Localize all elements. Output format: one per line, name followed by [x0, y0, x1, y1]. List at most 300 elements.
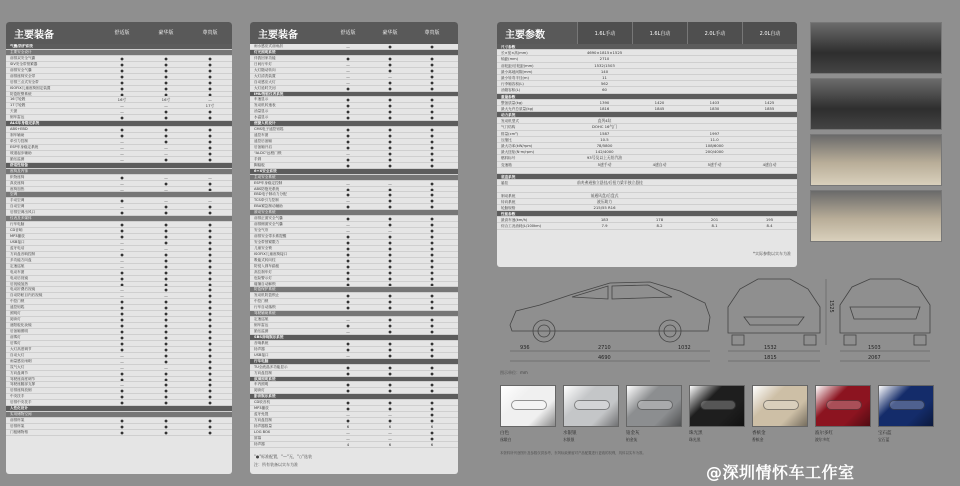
row-value: ●	[346, 156, 350, 162]
row-label: USB接口	[254, 352, 269, 357]
row-value: ●	[346, 162, 350, 168]
row-value: —	[388, 228, 392, 234]
row-value: 8.1	[711, 223, 718, 229]
row-label: 最高车速(km/h)	[501, 218, 528, 223]
row-value: ●	[430, 97, 434, 103]
row-label: 后排杯架	[10, 424, 25, 428]
row-label: 综合工况油耗(L/100km)	[501, 224, 542, 229]
row-value: ●	[430, 222, 434, 228]
row-value: ●	[430, 317, 434, 323]
column-header: 豪华版	[158, 30, 174, 36]
equipment-panel-2-header	[250, 22, 458, 44]
row-label: 手动空调	[10, 198, 25, 203]
row-value: ●	[120, 198, 124, 204]
row-value: 6	[388, 424, 392, 429]
row-label: 蓝牙免提	[254, 412, 269, 417]
row-label: 16寸轮毂	[10, 97, 26, 102]
rear-view-drawing	[840, 279, 930, 345]
row-value: ●	[388, 127, 392, 133]
row-label: 危险警示灯	[254, 275, 272, 280]
table-row	[6, 430, 232, 436]
row-value: ●	[164, 115, 168, 121]
row-label: 驾驶座腰部支撑	[10, 382, 36, 387]
row-value: ●	[388, 67, 392, 73]
specs-title: 主要参数	[505, 29, 545, 41]
row-value: ●	[388, 406, 392, 412]
row-label: ABS+EBD	[10, 127, 28, 132]
row-value: ●	[120, 228, 124, 234]
dim-rear-overhang: 1032	[678, 345, 691, 351]
row-label: 最大允许总质量(kg)	[501, 106, 534, 111]
row-value: 10.5	[600, 136, 609, 142]
row-label: 油量显示	[254, 109, 269, 114]
row-value: ●	[208, 334, 212, 340]
row-value: ●	[208, 299, 212, 305]
row-label: 前雾灯	[10, 334, 21, 339]
row-value: ●	[164, 323, 168, 329]
row-label: 行车自动落锁	[254, 305, 276, 310]
dim-mirror-width: 2067	[868, 355, 881, 361]
row-label: 自动空调	[10, 204, 25, 209]
row-value: ●	[208, 115, 212, 121]
row-value: ●	[430, 150, 434, 156]
row-value: ●	[346, 388, 350, 394]
row-value: ●	[164, 251, 168, 257]
row-value: 195	[765, 217, 774, 223]
row-value: ●	[208, 323, 212, 329]
row-label: ALS车身稳定系统	[10, 121, 40, 126]
row-value: ●	[346, 245, 350, 251]
row-value: ●	[120, 329, 124, 334]
row-value: ●	[346, 103, 350, 109]
dim-height: 1525	[828, 300, 834, 313]
row-value: —	[120, 103, 124, 109]
row-label: 中控门锁	[10, 299, 25, 304]
row-label: 倒车雷达	[254, 323, 269, 328]
row-value: ●	[430, 139, 434, 144]
row-value: ●	[208, 73, 212, 79]
row-value: ●	[388, 281, 392, 287]
row-value: ●	[430, 275, 434, 281]
row-value: —	[346, 352, 350, 358]
row-value: ●	[120, 61, 124, 67]
row-value: ●	[164, 352, 168, 358]
row-value: —	[346, 222, 350, 228]
row-value: ●	[208, 186, 212, 192]
row-value: ●	[208, 382, 212, 388]
row-label: ABS防抱死系统	[254, 186, 280, 191]
row-value: ●	[208, 293, 212, 299]
row-label: 前排侧面安全气囊	[254, 222, 283, 227]
row-value: 4速自动	[652, 161, 667, 167]
row-value: ●	[430, 228, 434, 234]
row-value: ●	[208, 109, 212, 115]
color-swatch	[815, 385, 871, 427]
row-label: 被动安全系统	[254, 210, 276, 215]
row-label: 屏幕	[254, 435, 262, 440]
door-handle-image	[511, 400, 547, 410]
tab-2-0l-auto[interactable]: 2.0L自动	[742, 22, 797, 44]
row-value: 562	[600, 81, 609, 87]
row-value: —	[346, 429, 350, 435]
row-value: ●	[388, 162, 392, 168]
row-value: ●	[430, 269, 434, 275]
row-value: ●	[164, 79, 168, 85]
row-value: ●	[388, 144, 392, 150]
row-value: 7.9	[601, 223, 608, 229]
row-value: ●	[346, 109, 350, 115]
row-value: ●	[208, 222, 212, 228]
tab-1-6l-manual[interactable]: 1.6L手动	[577, 22, 632, 44]
row-value: ●	[388, 418, 392, 424]
row-value: ●	[120, 67, 124, 73]
row-value: ●	[164, 329, 168, 334]
row-value: ●	[346, 406, 350, 412]
row-value: ●	[430, 144, 434, 150]
row-value: ●	[208, 400, 212, 406]
row-value: ●	[388, 198, 392, 204]
row-label: 安全带预紧限力	[254, 239, 280, 244]
row-value: ●	[388, 275, 392, 281]
row-value: 1816	[599, 105, 610, 111]
row-label: TCS牵引力控制	[254, 198, 279, 203]
row-value: ●	[388, 299, 392, 305]
row-value: ●	[208, 317, 212, 323]
color-name: 铂金灰	[626, 431, 640, 436]
row-label: 舒适性装备	[10, 162, 28, 167]
row-value: ●	[430, 61, 434, 67]
dim-rear-track: 1503	[868, 345, 881, 351]
row-label: 仪表及多媒体	[10, 216, 32, 221]
row-label: 实用储物空间	[10, 412, 32, 417]
color-swatch	[689, 385, 745, 427]
row-value: ●	[208, 329, 212, 334]
row-value: ●	[164, 133, 168, 139]
row-label: 发动机防盗锁止	[254, 293, 280, 298]
row-label: 座椅加热	[10, 186, 25, 191]
row-value: —	[120, 109, 124, 115]
row-label: 中控门锁	[254, 299, 269, 304]
row-value: ●	[430, 299, 434, 305]
row-label: 吸能式转向柱	[254, 257, 276, 262]
row-value: 108/6000	[705, 143, 724, 148]
row-value: ●	[430, 429, 434, 435]
row-value: ●	[388, 251, 392, 257]
row-value: ●	[430, 406, 434, 412]
color-swatch	[563, 385, 619, 427]
row-label: 空调	[10, 192, 18, 197]
footnote: 注：所有装备以实车为准	[254, 462, 298, 467]
row-value: ●	[164, 299, 168, 305]
row-value: ●	[388, 370, 392, 376]
row-value: ●	[164, 257, 168, 263]
row-label: 前排正面安全气囊	[254, 216, 283, 221]
row-label: 伴我回家功能	[254, 55, 276, 60]
row-value: ●	[208, 61, 212, 67]
row-value: ●	[346, 382, 350, 388]
row-value: —	[346, 61, 350, 67]
row-label: CD音响	[10, 228, 23, 233]
row-value: ●	[120, 376, 124, 382]
row-label: 燃料标号	[501, 156, 516, 161]
row-value: ●	[388, 317, 392, 323]
row-label: 扬声器	[254, 346, 265, 351]
row-label: 前排杯架	[10, 418, 25, 423]
row-value: ●	[388, 222, 392, 228]
row-value: ●	[208, 340, 212, 346]
row-value: —	[346, 228, 350, 234]
row-label: 方向盘控制	[254, 418, 272, 423]
row-value: ●	[430, 234, 434, 239]
row-value: ●	[346, 192, 350, 198]
row-value: ●	[120, 323, 124, 329]
row-value: ●	[164, 388, 168, 394]
row-label: 大灯高度调节	[10, 346, 32, 351]
row-label: 手刹	[254, 156, 262, 161]
row-label: 前轮距/后轮距(mm)	[501, 63, 534, 68]
row-label: 大灯随动转向	[254, 67, 276, 72]
row-value: 201	[710, 217, 719, 223]
row-label: 性能参数	[501, 212, 516, 217]
row-label: 照明灯	[10, 311, 21, 316]
row-value: ●	[388, 150, 392, 156]
tab-2-0l-manual[interactable]: 2.0L手动	[687, 22, 742, 44]
row-value: —	[120, 257, 124, 263]
table-row	[497, 223, 797, 229]
row-label: 自动大灯	[10, 352, 25, 357]
row-label: 最大功率(kW/rpm)	[501, 144, 533, 148]
row-value: ●	[120, 73, 124, 79]
door-handle-image	[826, 400, 862, 410]
row-value: ●	[388, 115, 392, 121]
row-label: 遮阳板化妆镜	[10, 323, 32, 328]
row-value: —	[120, 358, 124, 364]
row-value: 1845	[654, 105, 665, 111]
row-value: ●	[430, 388, 434, 394]
row-label: 胎压监测	[254, 329, 269, 333]
row-label: 驾驶座高度调节	[10, 376, 36, 381]
row-label: CMS电子遥控钥匙	[254, 127, 284, 132]
row-value: ●	[430, 239, 434, 245]
specs-table	[497, 44, 797, 230]
row-value: ●	[120, 79, 124, 85]
row-label: 发动机型式	[501, 119, 519, 124]
row-value: ●	[120, 429, 124, 435]
row-value: ●	[388, 97, 392, 103]
row-value: ●	[164, 263, 168, 269]
row-value: ●	[388, 364, 392, 370]
row-value: ●	[120, 311, 124, 317]
row-value: ●	[208, 263, 212, 269]
row-value: —	[346, 317, 350, 323]
interior-photo-front-seats	[810, 134, 942, 186]
row-value: ●	[430, 127, 434, 133]
row-label: 自动感应大灯	[254, 79, 276, 84]
row-value: ●	[164, 55, 168, 61]
row-value: ●	[430, 346, 434, 352]
row-label: 蓝牙电话	[10, 245, 25, 250]
row-label: 行车电脑	[254, 358, 269, 363]
row-label: 胎压监测	[10, 156, 25, 161]
row-value: —	[164, 293, 168, 299]
row-value: ●	[430, 281, 434, 287]
row-value: —	[120, 180, 124, 186]
row-value: 5速手动	[597, 161, 612, 167]
row-value: ●	[346, 127, 350, 133]
row-value: ●	[164, 210, 168, 216]
row-value: ●	[388, 186, 392, 192]
row-value: ●	[208, 204, 212, 210]
row-value: ●	[388, 204, 392, 210]
row-value: ●	[120, 251, 124, 257]
row-value: ●	[164, 61, 168, 67]
row-label: 后视镜加热	[10, 281, 28, 286]
row-value: 前麦弗逊独立悬挂/后扭力梁半独立悬挂	[577, 180, 643, 186]
color-description: 香槟金	[752, 437, 764, 442]
row-value: ●	[120, 174, 124, 180]
row-value: ●	[164, 156, 168, 162]
specs-tabs	[577, 22, 797, 44]
legend-note: "●"标准配置，"—"无，"○"选装	[254, 454, 313, 459]
row-label: 倒车雷达	[10, 115, 25, 120]
row-label: 真皮座椅	[10, 180, 25, 185]
dimension-caption: 图示单位：mm	[500, 370, 528, 375]
row-value: ●	[346, 275, 350, 281]
equipment-table-2	[250, 44, 458, 448]
row-value: ●	[430, 115, 434, 121]
row-label: 电动车窗	[10, 269, 25, 274]
row-value: ●	[430, 198, 434, 204]
row-value: ●	[430, 400, 434, 406]
dimension-drawing	[500, 265, 950, 375]
row-value: —	[346, 412, 350, 418]
color-description: 宝石蓝	[878, 437, 890, 442]
row-value: ●	[346, 257, 350, 263]
dim-wheelbase: 2710	[598, 345, 611, 351]
row-value: ●	[430, 251, 434, 257]
row-value: ●	[430, 109, 434, 115]
row-value: —	[346, 329, 350, 334]
row-label: 天窗	[10, 109, 18, 114]
row-value: ●	[430, 192, 434, 198]
row-label: ISOFIX儿童座椅接口	[254, 251, 288, 256]
tab-1-6l-auto[interactable]: 1.6L自动	[632, 22, 687, 44]
color-name: 白色	[500, 431, 509, 436]
row-label: 排量(cm³)	[501, 131, 518, 136]
row-value: ●	[208, 364, 212, 370]
row-value: ●	[208, 394, 212, 400]
row-label: 便捷人机设计	[254, 121, 276, 126]
row-value: ●	[430, 44, 434, 49]
equipment-panel-2	[250, 22, 458, 474]
row-value: ●	[120, 388, 124, 394]
row-label: LOG BOX	[254, 429, 271, 434]
row-label: 遥控车窗	[254, 133, 269, 138]
row-value: ●	[120, 334, 124, 340]
row-value: ●	[208, 150, 212, 156]
row-value: ●	[120, 346, 124, 352]
row-value: 前通风盘/后盘式	[590, 192, 619, 198]
row-label: TU全液晶多功能显示	[254, 364, 288, 369]
row-label: 动力系统	[501, 113, 516, 118]
row-value: ●	[388, 61, 392, 67]
front-view-drawing	[728, 279, 820, 345]
row-label: 门板储物格	[10, 429, 28, 434]
row-value: ●	[164, 382, 168, 388]
row-value: ●	[164, 394, 168, 400]
row-value: 1425	[764, 99, 775, 105]
dim-length: 4690	[598, 355, 611, 361]
row-value: —	[120, 144, 124, 150]
row-value: 140	[600, 68, 609, 74]
row-value: ●	[346, 216, 350, 222]
row-value: ●	[430, 245, 434, 251]
row-value: ●	[388, 323, 392, 329]
color-swatch	[878, 385, 934, 427]
row-value: ●	[388, 346, 392, 352]
row-label: 后排中央扶手	[10, 400, 32, 405]
row-value: 4	[346, 441, 350, 447]
row-value: ●	[164, 287, 168, 293]
row-value: ●	[208, 418, 212, 424]
row-label: 自动防眩目内后视镜	[10, 293, 43, 298]
row-value: ●	[208, 429, 212, 435]
row-value: ●	[120, 127, 124, 133]
row-label: 主要安全设计	[10, 49, 32, 54]
row-label: 驾驶辅助系统	[254, 311, 276, 316]
row-value: 17寸	[205, 103, 215, 109]
row-value: ●	[430, 382, 434, 388]
row-label: 转向系统	[501, 199, 516, 204]
row-value: 4速自动	[762, 161, 777, 167]
row-label: 座椅及内饰	[10, 168, 28, 173]
dim-front-overhang: 936	[520, 345, 530, 351]
row-value: ●	[430, 364, 434, 370]
row-value: ●	[388, 257, 392, 263]
row-label: 氛围照明系统	[254, 376, 276, 381]
row-value: ●	[164, 346, 168, 352]
row-value: ●	[208, 156, 212, 162]
row-value: —	[208, 198, 212, 204]
row-value: ●	[388, 400, 392, 406]
row-value: ●	[164, 109, 168, 115]
specs-panel	[497, 22, 797, 267]
row-label: SBS音响娱乐系统	[254, 334, 284, 339]
color-description: 铂金灰	[626, 437, 638, 442]
row-value: ●	[346, 139, 350, 144]
row-label: 影音娱乐系统	[254, 394, 276, 399]
row-value: ●	[208, 133, 212, 139]
row-value: ●	[164, 269, 168, 275]
row-value: ●	[430, 293, 434, 299]
row-value: ●	[430, 435, 434, 441]
row-value: 11.0	[710, 136, 719, 142]
row-value: ●	[208, 234, 212, 239]
row-value: ●	[120, 91, 124, 97]
column-header: 尊贵版	[424, 30, 440, 36]
row-value: —	[388, 73, 392, 79]
row-value: ●	[430, 323, 434, 329]
row-value: ●	[346, 293, 350, 299]
row-value: ●	[346, 239, 350, 245]
row-label: 气门结构	[501, 125, 516, 130]
row-value: 6	[388, 441, 392, 447]
row-value: ●	[120, 418, 124, 424]
color-name: 香槟金	[752, 431, 766, 436]
row-value: ●	[388, 293, 392, 299]
equipment-table-1	[6, 44, 232, 436]
row-value: ●	[346, 97, 350, 103]
